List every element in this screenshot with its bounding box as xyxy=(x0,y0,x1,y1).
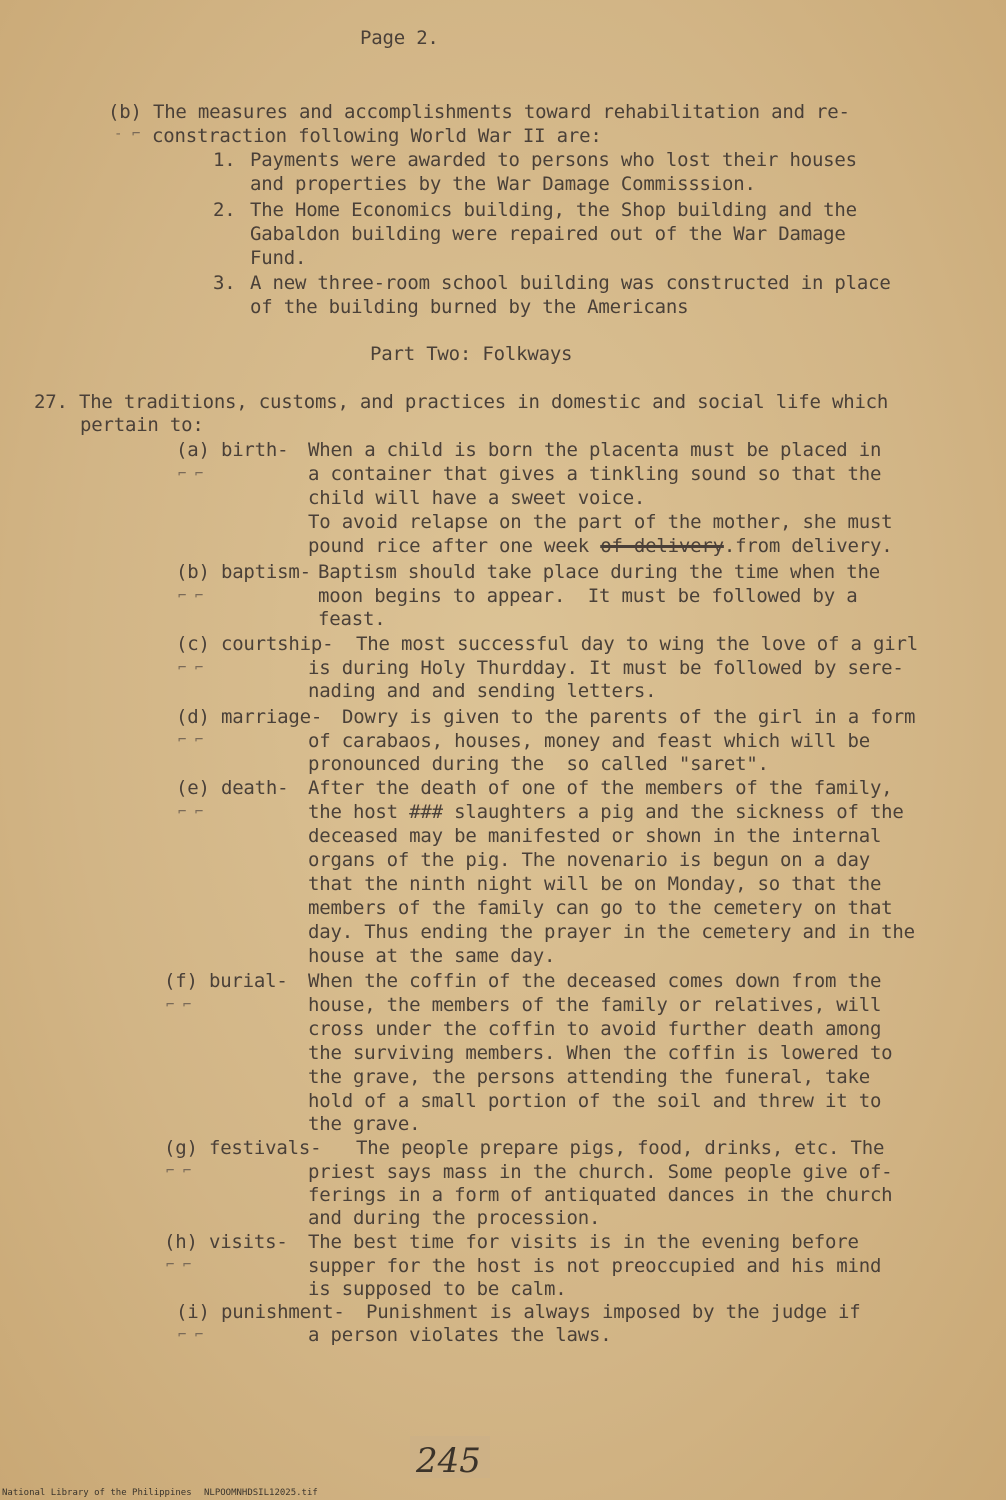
entry-line: Punishment is always imposed by the judge if xyxy=(366,1301,861,1323)
entry-line: The most successful day to wing the love of a girl xyxy=(356,633,918,655)
entry-line: pronounced during the so called "saret". xyxy=(308,753,769,775)
entry-line: cross under the coffin to avoid further death among xyxy=(308,1018,882,1040)
entry-line: After the death of one of the members of the family, xyxy=(308,777,893,799)
entry-line: house, the members of the family or relatives, will xyxy=(308,994,882,1016)
entry-label: (b) baptism- xyxy=(176,561,311,583)
section-b-line2: constraction following World War II are: xyxy=(152,125,602,147)
entry-line: hold of a small portion of the soil and threw it to xyxy=(308,1090,882,1112)
entry-line: feast. xyxy=(318,608,386,630)
page-number-text: 245 xyxy=(416,1441,481,1481)
item-line: and properties by the War Damage Commisssion. xyxy=(250,173,756,195)
text-segment: .from delivery. xyxy=(723,535,893,557)
part-two-title: Part Two: Folkways xyxy=(370,343,573,365)
page-label: Page 2. xyxy=(360,27,439,49)
footer-library: National Library of the Philippines xyxy=(2,1488,192,1498)
item-line: Payments were awarded to persons who lost their houses xyxy=(250,149,857,171)
tick-mark: ⌐ ⌐ xyxy=(178,1327,204,1343)
entry-line: the grave, the persons attending the funeral, take xyxy=(308,1066,870,1088)
entry-line: house at the same day. xyxy=(308,945,556,967)
item-line: Fund. xyxy=(250,247,307,269)
tick-mark: ⌐ ⌐ xyxy=(178,804,204,820)
entry-line: nading and and sending letters. xyxy=(308,680,657,702)
entry-line: deceased may be manifested or shown in the internal xyxy=(308,825,882,847)
entry-line: The best time for visits is in the evening before xyxy=(308,1231,859,1253)
text-segment: pound rice after one week xyxy=(308,535,601,557)
entry-line: priest says mass in the church. Some people give of- xyxy=(308,1161,893,1183)
entry-line: of carabaos, houses, money and feast which will be xyxy=(308,730,870,752)
entry-line: When a child is born the placenta must be placed in xyxy=(308,439,882,461)
entry-line: the grave. xyxy=(308,1113,421,1135)
tick-mark: ⌐ ⌐ xyxy=(178,588,204,604)
struck-out-text: of delivery xyxy=(600,535,724,557)
entry-line: When the coffin of the deceased comes down from the xyxy=(308,970,882,992)
entry-line-last xyxy=(308,534,892,558)
handwritten-page-number xyxy=(410,1432,490,1482)
tick-mark: ⌐ xyxy=(132,126,141,142)
item-number: 2. xyxy=(213,199,236,221)
footer-file: NLPOOMNHDSIL12025.tif xyxy=(204,1488,318,1498)
entry-line: a person violates the laws. xyxy=(308,1324,612,1346)
item-line: of the building burned by the Americans xyxy=(250,296,689,318)
entry-line: is during Holy Thurdday. It must be followed by sere- xyxy=(308,657,904,679)
entry-line: To avoid relapse on the part of the mother, she must xyxy=(308,511,893,533)
entry-line: supper for the host is not preoccupied and his mind xyxy=(308,1255,882,1277)
entry-label: (g) festivals- xyxy=(164,1137,322,1159)
tick-mark: ⌐ ⌐ xyxy=(178,732,204,748)
entry-line: organs of the pig. The novenario is begun on a day xyxy=(308,849,870,871)
entry-line: child will have a sweet voice. xyxy=(308,487,646,509)
entry-label: (h) visits- xyxy=(164,1231,288,1253)
entry-line: members of the family can go to the cemetery on that xyxy=(308,897,893,919)
page-number-scribble xyxy=(410,1432,490,1482)
tick-mark: ⌐ ⌐ xyxy=(178,660,204,676)
tick-mark: - xyxy=(114,126,123,142)
entry-line: the host ### slaughters a pig and the sickness of the xyxy=(308,801,904,823)
entry-line: The people prepare pigs, food, drinks, etc. The xyxy=(356,1137,885,1159)
entry-label: (a) birth- xyxy=(176,439,289,461)
entry-line: and during the procession. xyxy=(308,1207,601,1229)
q27-line1: 27. The traditions, customs, and practices in domestic and social life which xyxy=(34,391,889,413)
item-line: A new three-room school building was constructed in place xyxy=(250,272,891,294)
tick-mark: ⌐ ⌐ xyxy=(178,466,204,482)
entry-line: the surviving members. When the coffin is lowered to xyxy=(308,1042,893,1064)
item-number: 3. xyxy=(213,272,236,294)
entry-line: is supposed to be calm. xyxy=(308,1278,567,1300)
entry-label: (i) punishment- xyxy=(176,1301,345,1323)
entry-label: (f) burial- xyxy=(164,970,288,992)
tick-mark: ⌐ ⌐ xyxy=(166,997,192,1013)
q27-line2: pertain to: xyxy=(80,414,204,436)
entry-line: that the ninth night will be on Monday, so that the xyxy=(308,873,882,895)
tick-mark: ⌐ ⌐ xyxy=(166,1257,192,1273)
tick-mark: ⌐ ⌐ xyxy=(166,1163,192,1179)
section-b-line1: (b) The measures and accomplishments toward rehabilitation and re- xyxy=(108,101,850,123)
item-line: The Home Economics building, the Shop building and the xyxy=(250,199,857,221)
entry-label: (d) marriage- xyxy=(176,706,323,728)
entry-line: ferings in a form of antiquated dances in the church xyxy=(308,1184,893,1206)
entry-label: (c) courtship- xyxy=(176,633,334,655)
entry-line: day. Thus ending the prayer in the cemetery and in the xyxy=(308,921,915,943)
entry-line: a container that gives a tinkling sound so that the xyxy=(308,463,882,485)
entry-label: (e) death- xyxy=(176,777,289,799)
entry-line: Dowry is given to the parents of the girl in a form xyxy=(342,706,916,728)
entry-line: moon begins to appear. It must be followed by a xyxy=(318,585,858,607)
item-number: 1. xyxy=(213,149,236,171)
entry-line: Baptism should take place during the time when the xyxy=(318,561,880,583)
item-line: Gabaldon building were repaired out of the War Damage xyxy=(250,223,846,245)
